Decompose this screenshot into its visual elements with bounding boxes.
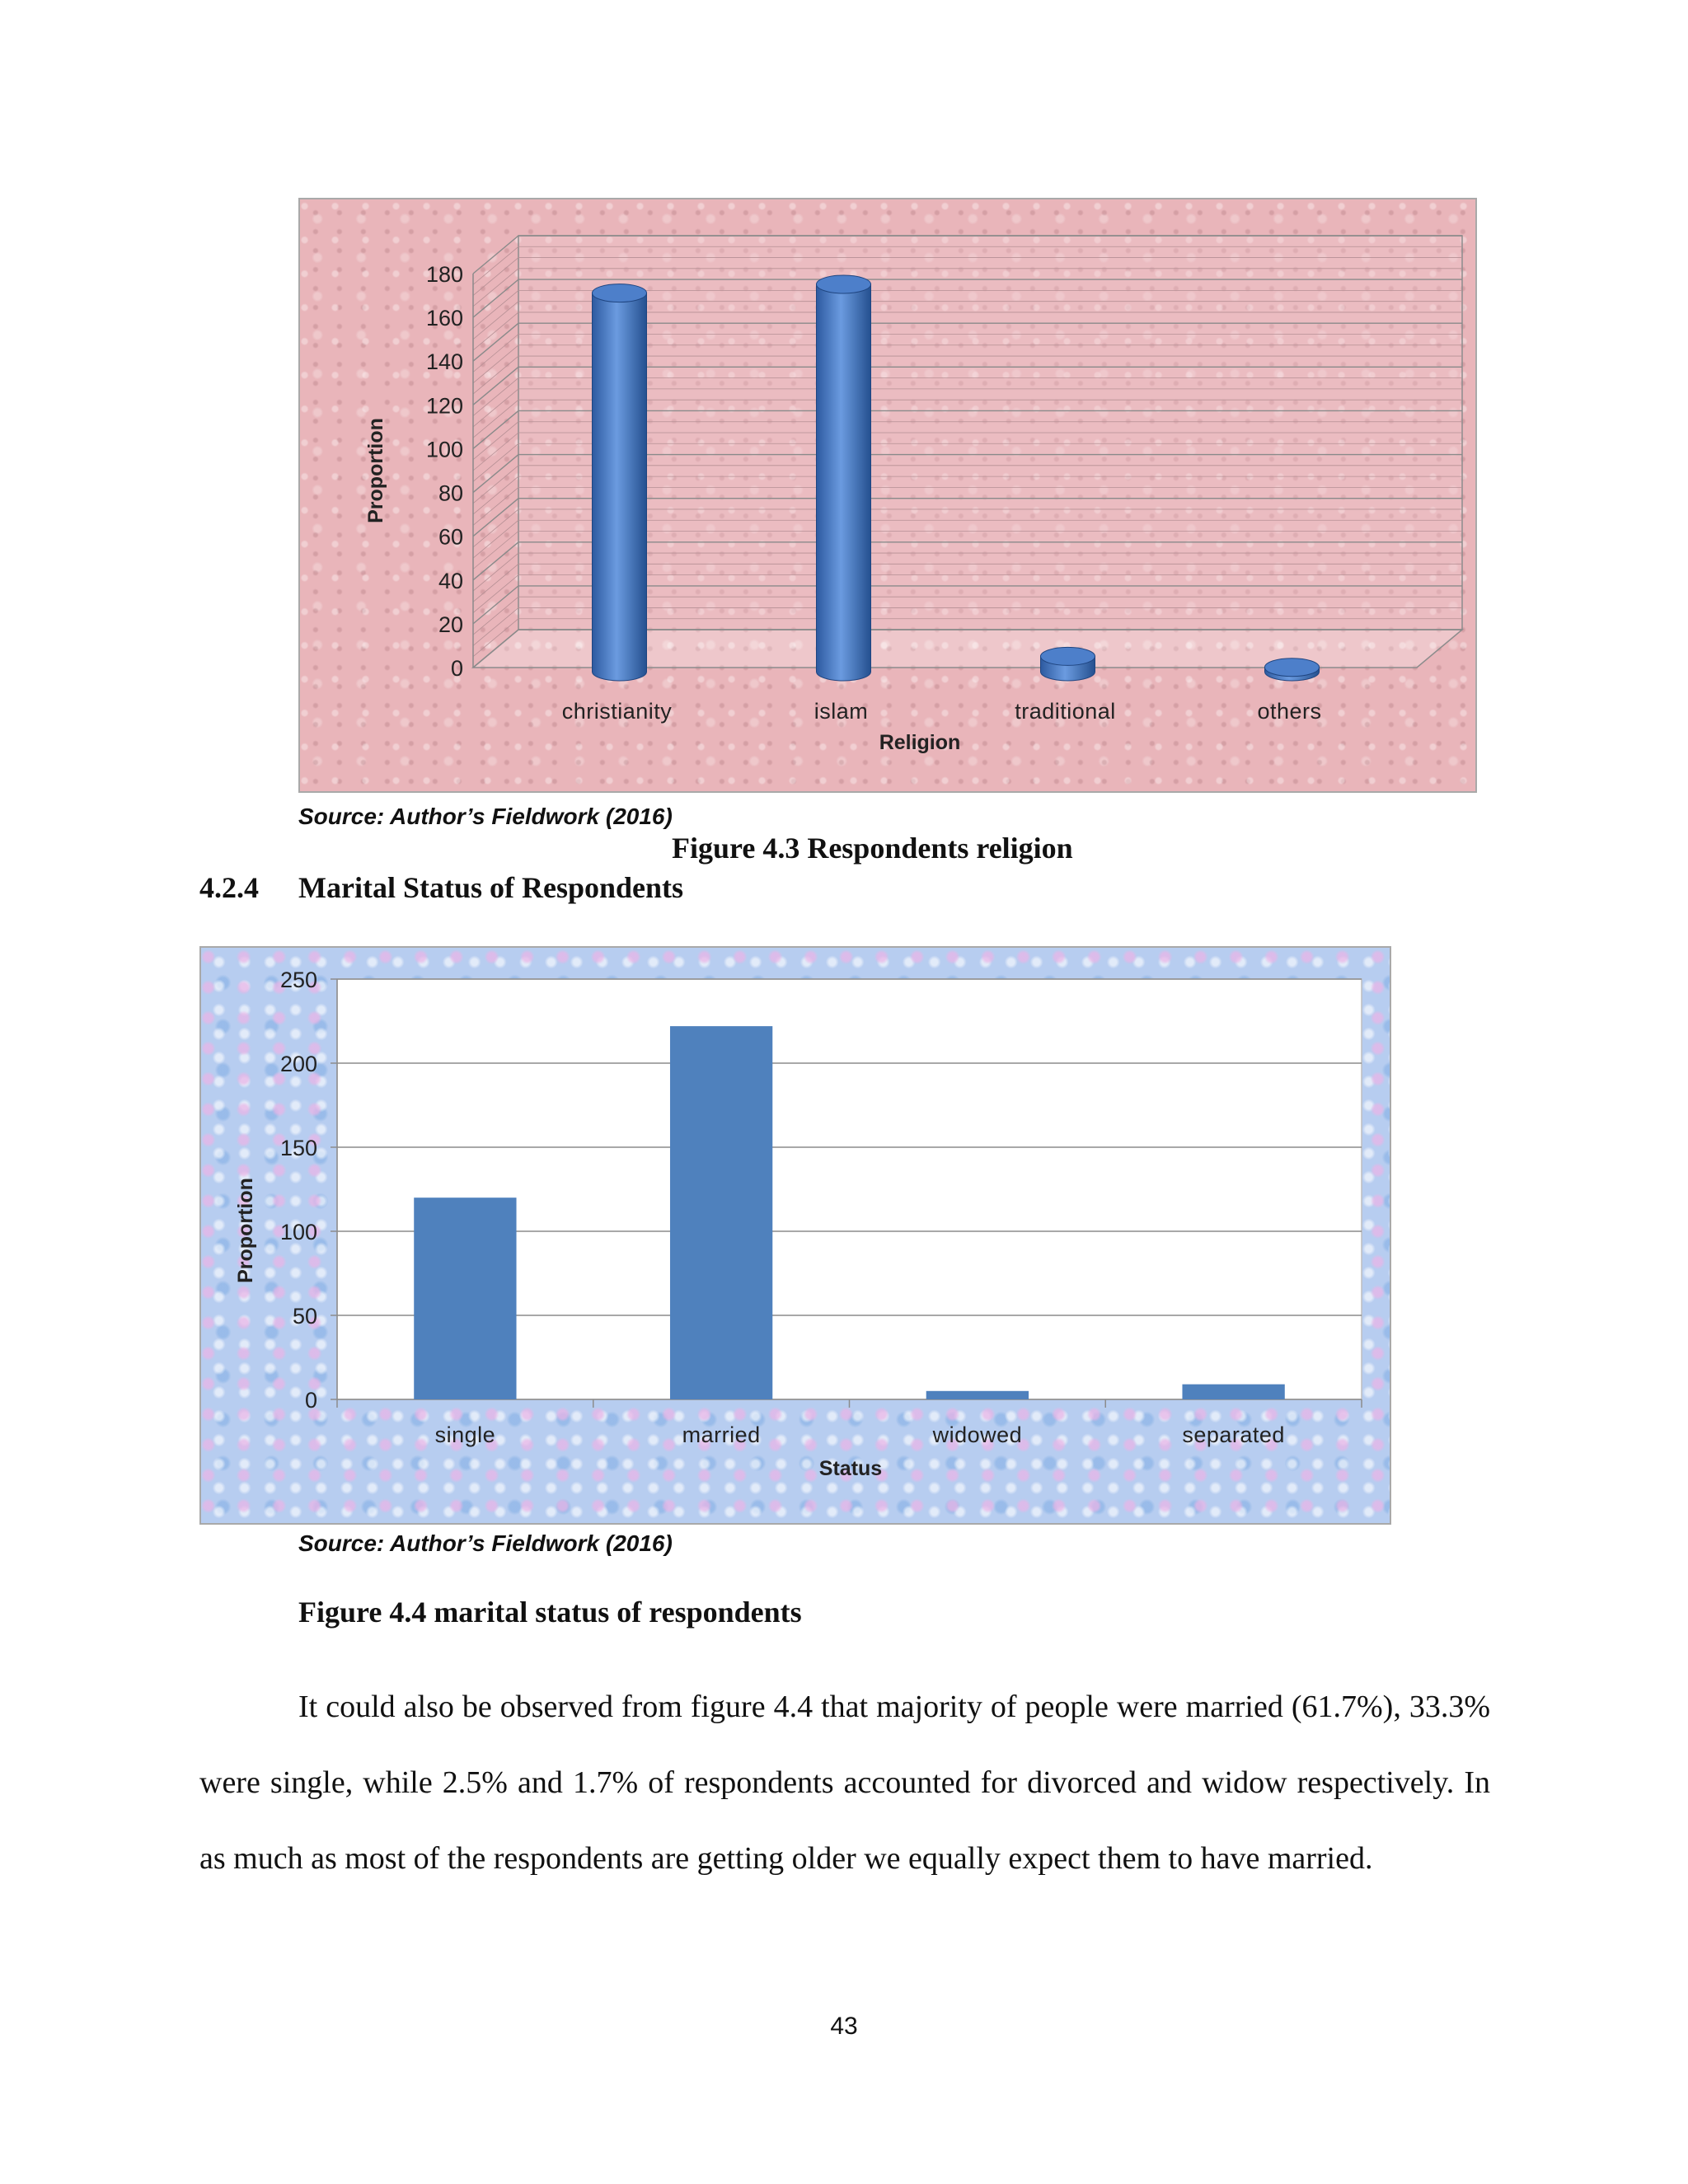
bar-top xyxy=(1265,658,1320,677)
gridline-side xyxy=(473,487,518,525)
y-tick-label: 40 xyxy=(438,568,463,593)
gridline-side xyxy=(473,564,518,602)
bar-widowed xyxy=(926,1391,1029,1399)
religion-chart xyxy=(298,198,1477,793)
y-tick-label: 100 xyxy=(425,437,463,462)
gridline-side xyxy=(473,509,518,547)
gridline-side xyxy=(473,455,518,493)
y-tick-label: 100 xyxy=(279,1220,317,1244)
section-number: 4.2.4 xyxy=(199,871,259,904)
bar-christianity xyxy=(593,284,647,681)
y-tick-label: 180 xyxy=(425,262,463,287)
bar-married xyxy=(670,1026,772,1399)
gridline-side xyxy=(473,290,518,328)
y-tick-label: 20 xyxy=(438,612,463,637)
marital-status-chart xyxy=(199,946,1391,1525)
section-heading xyxy=(199,870,683,905)
bar-separated xyxy=(1182,1385,1284,1399)
page-number: 43 xyxy=(830,2013,858,2040)
figure-4-4-caption: Figure 4.4 marital status of respondents xyxy=(298,1596,802,1629)
gridline-side xyxy=(473,466,518,504)
gridline-side xyxy=(473,553,518,591)
x-tick-label: islam xyxy=(814,699,869,724)
y-tick-label: 150 xyxy=(279,1136,317,1160)
religion-chart-plot xyxy=(300,199,1475,791)
y-tick-label: 140 xyxy=(425,349,463,375)
bar-traditional xyxy=(1041,647,1095,681)
gridline-side xyxy=(473,433,518,471)
bar-islam xyxy=(817,275,871,681)
x-tick-label: married xyxy=(682,1422,761,1447)
gridline-side xyxy=(473,378,518,416)
gridline-side xyxy=(473,476,518,514)
gridline-side xyxy=(473,236,518,274)
y-tick-label: 80 xyxy=(438,480,463,506)
gridline-side xyxy=(473,410,518,448)
bar-others xyxy=(1265,658,1320,681)
x-tick-label: widowed xyxy=(932,1422,1023,1447)
x-tick-label: separated xyxy=(1182,1422,1285,1447)
y-tick-label: 120 xyxy=(425,393,463,419)
gridline-side xyxy=(473,586,518,624)
gridline-side xyxy=(473,335,518,373)
gridline-side xyxy=(473,356,518,394)
bar-body xyxy=(817,284,871,681)
bar-top xyxy=(593,284,647,302)
x-axis-label: Religion xyxy=(879,731,961,754)
gridline-side xyxy=(473,258,518,296)
gridline-side xyxy=(473,389,518,427)
y-tick-label: 160 xyxy=(425,306,463,331)
gridline-side xyxy=(473,345,518,383)
gridline-side xyxy=(473,269,518,307)
gridline-side xyxy=(473,597,518,635)
gridline-side xyxy=(473,302,518,340)
figure-4-3-source: Source: Author’s Fieldwork (2016) xyxy=(298,804,673,829)
figure-4-4-source: Source: Author’s Fieldwork (2016) xyxy=(298,1530,673,1556)
marital-status-chart-plot xyxy=(201,948,1390,1523)
y-tick-label: 50 xyxy=(292,1304,317,1329)
gridline-side xyxy=(473,520,518,558)
gridline-side xyxy=(473,532,518,569)
y-tick-label: 0 xyxy=(450,656,463,681)
gridline-side xyxy=(473,279,518,317)
bar-top xyxy=(817,275,871,293)
x-axis-label: Status xyxy=(818,1457,883,1480)
bar-single xyxy=(414,1197,516,1399)
gridline-side xyxy=(473,400,518,438)
y-tick-label: 250 xyxy=(279,968,317,992)
gridline-side xyxy=(473,443,518,481)
section-title: Marital Status of Respondents xyxy=(298,871,684,904)
gridline-side xyxy=(473,542,518,580)
gridline-side xyxy=(473,312,518,350)
y-tick-label: 200 xyxy=(279,1052,317,1076)
x-tick-label: traditional xyxy=(1015,699,1116,724)
body-paragraph: It could also be observed from figure 4.4 that majority of people were married (61.7%), 33.3% were single, while 2.5% and 1.7% of respondents accounted for divorced and widow respectively. In as much as most of the respondents are getting older we equally expect them to have married. xyxy=(199,1690,1490,1876)
x-tick-label: single xyxy=(434,1422,496,1447)
y-tick-label: 0 xyxy=(304,1388,317,1413)
gridline-side xyxy=(473,323,518,361)
gridline-side xyxy=(473,246,518,284)
y-axis-label: Proportion xyxy=(364,418,387,523)
x-tick-label: christianity xyxy=(561,699,673,724)
bar-body xyxy=(593,293,647,681)
gridline-side xyxy=(473,422,518,460)
figure-4-3-caption: Figure 4.3 Respondents religion xyxy=(672,832,1073,865)
y-tick-label: 60 xyxy=(438,524,463,550)
gridline-side xyxy=(473,367,518,405)
y-axis-label: Proportion xyxy=(234,1178,257,1283)
bar-top xyxy=(1041,647,1095,665)
x-tick-label: others xyxy=(1257,699,1322,724)
gridline-side xyxy=(473,499,518,537)
gridline-side xyxy=(473,575,518,613)
